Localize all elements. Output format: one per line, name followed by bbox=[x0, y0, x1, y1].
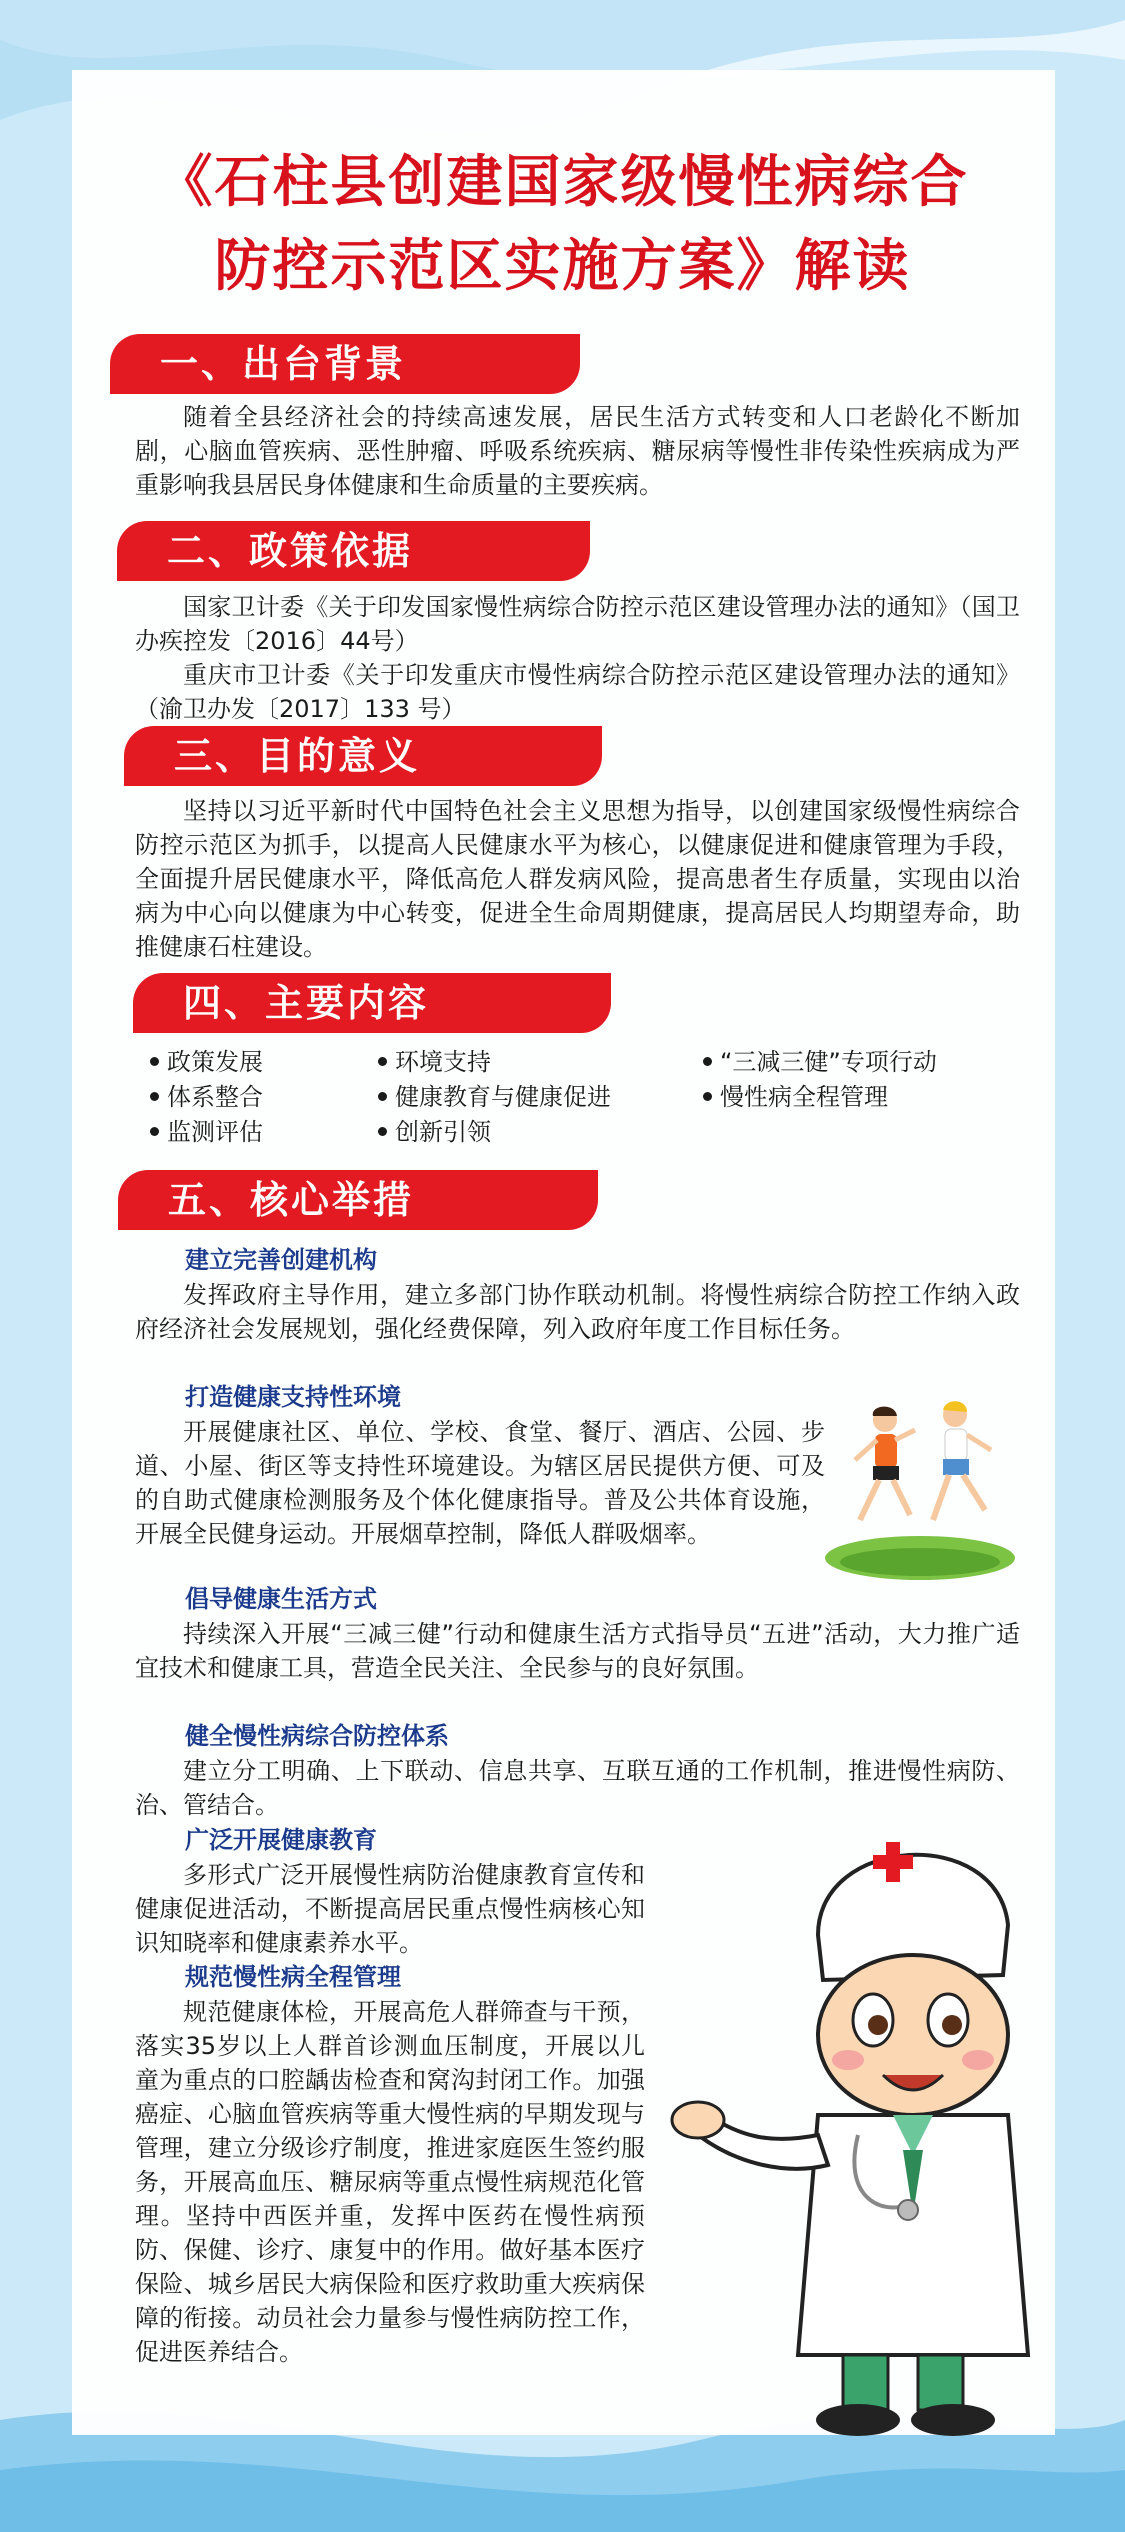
measure-title: 倡导健康生活方式 bbox=[185, 1585, 377, 1613]
purpose-paragraph: 坚持以习近平新时代中国特色社会主义思想为指导，以创建国家级慢性病综合防控示范区为抓手，以提高人民健康水平为核心，以健康促进和健康管理为手段，全面提升居民健康水平，降低高危人群发病风险，提高患者生存质量，实现由以治病为中心向以健康为中心转变，促进全生命周期健康，提高居民人均期望寿命，助推健康石柱建设。 bbox=[135, 797, 1020, 961]
bullet-icon bbox=[150, 1127, 159, 1136]
list-item: “三减三健”专项行动 bbox=[703, 1045, 937, 1079]
list-item: 创新引领 bbox=[378, 1115, 491, 1149]
list-item: 健康教育与健康促进 bbox=[378, 1080, 611, 1114]
section-heading-background: 一、出台背景 bbox=[110, 334, 580, 394]
measure-title: 打造健康支持性环境 bbox=[185, 1383, 401, 1411]
list-item: 慢性病全程管理 bbox=[703, 1080, 888, 1114]
doctor-illustration bbox=[668, 1815, 1088, 2440]
section-heading-purpose: 三、目的意义 bbox=[124, 726, 602, 786]
measure-text: 规范健康体检，开展高危人群筛查与干预，落实35岁以上人群首诊测血压制度，开展以儿童为重点的口腔龋齿检查和窝沟封闭工作。加强癌症、心脑血管疾病等重大慢性病的早期发现与管理，建立分级诊疗制度，推进家庭医生签约服务，开展高血压、糖尿病等重点慢性病规范化管理。坚持中西医并重，发挥中医药在慢性病预防、保健、诊疗、康复中的作用。做好基本医疗保险、城乡居民大病保险和医疗救助重大疾病保障的衔接。动员社会力量参与慢性病防控工作，促进医养结合。 bbox=[135, 1998, 645, 2366]
title-line-2: 防控示范区实施方案》解读 bbox=[214, 233, 911, 299]
measure-title: 广泛开展健康教育 bbox=[185, 1826, 377, 1854]
runners-illustration bbox=[815, 1390, 1030, 1590]
bullet-icon bbox=[703, 1092, 712, 1101]
measure-text: 建立分工明确、上下联动、信息共享、互联互通的工作机制，推进慢性病防、治、管结合。 bbox=[135, 1757, 1020, 1819]
bullet-icon bbox=[378, 1127, 387, 1136]
measure-text: 开展健康社区、单位、学校、食堂、餐厅、酒店、公园、步道、小屋、街区等支持性环境建设。为辖区居民提供方便、可及的自助式健康检测服务及个体化健康指导。普及公共体育设施，开展全民健身运动。开展烟草控制，降低人群吸烟率。 bbox=[135, 1418, 825, 1548]
section-heading-content: 四、主要内容 bbox=[133, 973, 611, 1033]
list-item: 政策发展 bbox=[150, 1045, 263, 1079]
bullet-icon bbox=[378, 1057, 387, 1066]
policy-item-1: 国家卫计委《关于印发国家慢性病综合防控示范区建设管理办法的通知》（国卫办疾控发〔2016〕44号） bbox=[135, 593, 1020, 655]
section-heading-measures: 五、核心举措 bbox=[118, 1170, 598, 1230]
measure-title: 建立完善创建机构 bbox=[185, 1246, 377, 1274]
measure-text: 发挥政府主导作用，建立多部门协作联动机制。将慢性病综合防控工作纳入政府经济社会发展规划，强化经费保障，列入政府年度工作目标任务。 bbox=[135, 1281, 1020, 1343]
bullet-icon bbox=[150, 1092, 159, 1101]
background-paragraph: 随着全县经济社会的持续高速发展，居民生活方式转变和人口老龄化不断加剧，心脑血管疾病、恶性肿瘤、呼吸系统疾病、糖尿病等慢性非传染性疾病成为严重影响我县居民身体健康和生命质量的主要疾病。 bbox=[135, 403, 1020, 499]
measure-title: 规范慢性病全程管理 bbox=[185, 1963, 401, 1991]
list-item: 环境支持 bbox=[378, 1045, 491, 1079]
list-item: 体系整合 bbox=[150, 1080, 263, 1114]
bullet-icon bbox=[378, 1092, 387, 1101]
page-title bbox=[80, 140, 1045, 308]
policy-item-2: 重庆市卫计委《关于印发重庆市慢性病综合防控示范区建设管理办法的通知》（渝卫办发〔2017〕133 号） bbox=[135, 661, 1020, 723]
measure-title: 健全慢性病综合防控体系 bbox=[185, 1722, 449, 1750]
list-item: 监测评估 bbox=[150, 1115, 263, 1149]
section-heading-policy: 二、政策依据 bbox=[117, 521, 590, 581]
measure-text: 持续深入开展“三减三健”行动和健康生活方式指导员“五进”活动，大力推广适宜技术和健康工具，营造全民关注、全民参与的良好氛围。 bbox=[135, 1620, 1020, 1682]
measure-text: 多形式广泛开展慢性病防治健康教育宣传和健康促进活动，不断提高居民重点慢性病核心知识知晓率和健康素养水平。 bbox=[135, 1861, 645, 1957]
bullet-icon bbox=[703, 1057, 712, 1066]
title-line-1: 《石柱县创建国家级慢性病综合 bbox=[156, 149, 969, 215]
bullet-icon bbox=[150, 1057, 159, 1066]
